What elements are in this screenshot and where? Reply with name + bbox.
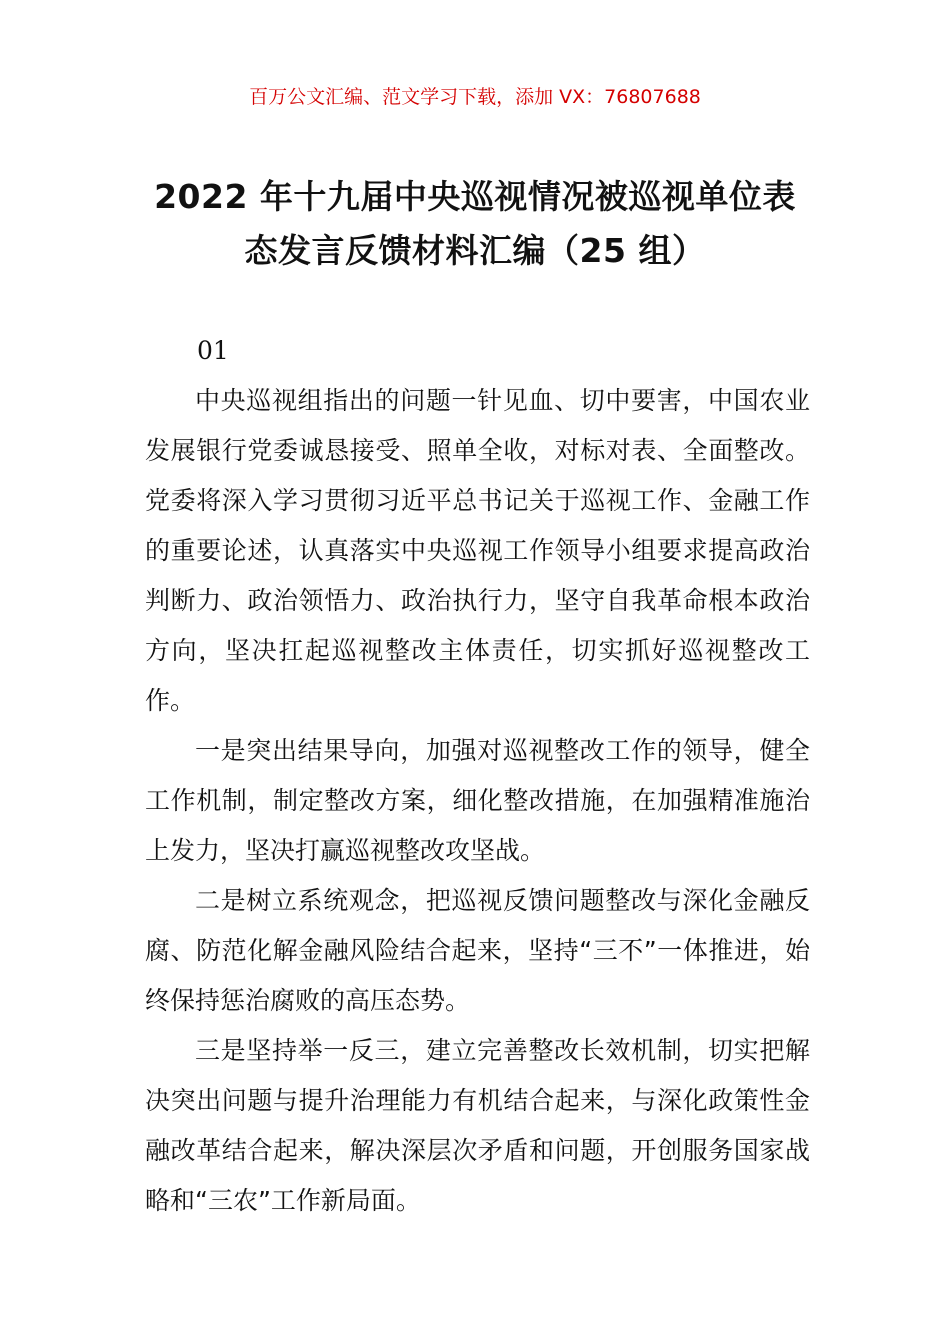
paragraph-point-3: 三是坚持举一反三，建立完善整改长效机制，切实把解决突出问题与提升治理能力有机结合起来，与深化政策性金融改革结合起来，解决深层次矛盾和问题，开创服务国家战略和“三农”工作新局面。 <box>145 1036 810 1215</box>
document-body <box>145 326 810 1226</box>
paragraph-point-1: 一是突出结果导向，加强对巡视整改工作的领导，健全工作机制，制定整改方案，细化整改措施，在加强精准施治上发力，坚决打赢巡视整改攻坚战。 <box>145 736 810 865</box>
promo-header-note: 百万公文汇编、范文学习下载，添加 VX：76807688 <box>249 86 701 108</box>
document-title <box>120 170 830 278</box>
paragraph-point-2: 二是树立系统观念，把巡视反馈问题整改与深化金融反腐、防范化解金融风险结合起来，坚持“三不”一体推进，始终保持惩治腐败的高压态势。 <box>145 886 810 1015</box>
title-line-1: 2022 年十九届中央巡视情况被巡视单位表 <box>154 177 796 216</box>
title-line-2: 态发言反馈材料汇编（25 组） <box>244 231 706 270</box>
section-number: 01 <box>197 336 229 365</box>
paragraph-intro: 中央巡视组指出的问题一针见血、切中要害，中国农业发展银行党委诚恳接受、照单全收，对标对表、全面整改。党委将深入学习贯彻习近平总书记关于巡视工作、金融工作的重要论述，认真落实中央巡视工作领导小组要求提高政治判断力、政治领悟力、政治执行力，坚守自我革命根本政治方向，坚决扛起巡视整改主体责任，切实抓好巡视整改工作。 <box>145 386 810 715</box>
